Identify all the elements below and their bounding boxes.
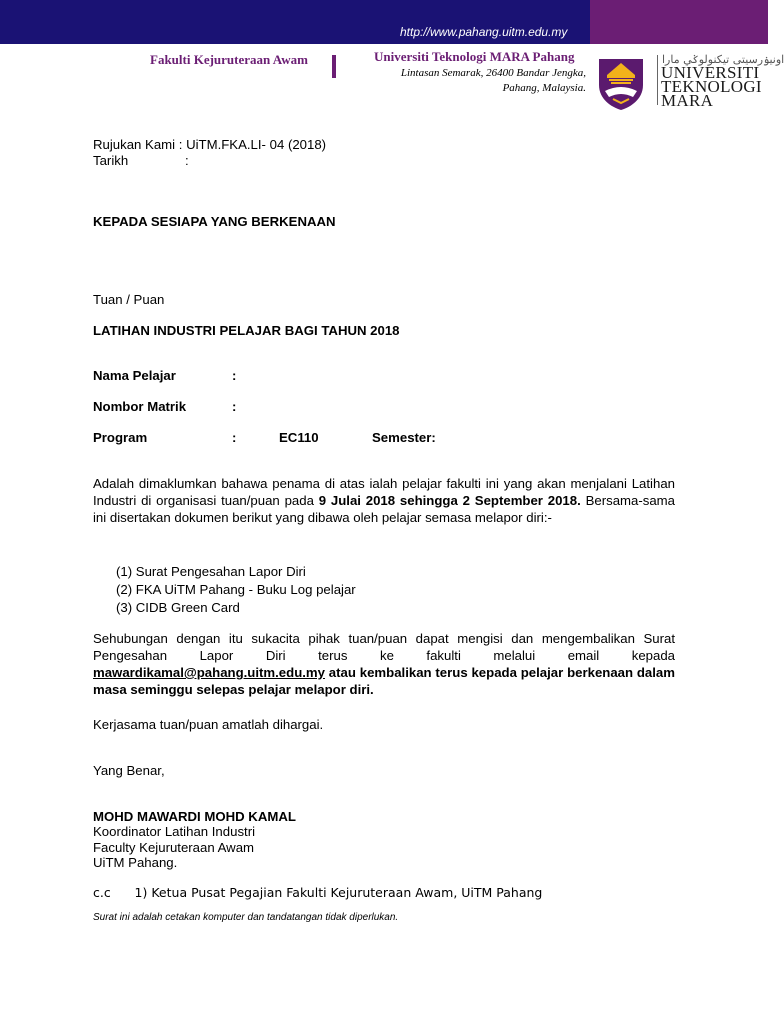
program-label: Program	[93, 430, 148, 445]
contact-email-link[interactable]: mawardikamal@pahang.uitm.edu.my	[93, 665, 325, 680]
logo-line-2: TEKNOLOGI	[661, 77, 762, 96]
paragraph-1	[93, 475, 675, 526]
paragraph-2-text: Sehubungan dengan itu sukacita pihak tuan/puan dapat mengisi dan mengembalikan Surat Pengesahan Lapor Diri terus ke fakulti melalui email kepada	[93, 631, 675, 663]
list-item: (3) CIDB Green Card	[116, 600, 240, 615]
cc-line: c.c 1) Ketua Pusat Pegajian Fakulti Kejuruteraan Awam, UiTM Pahang	[93, 885, 543, 900]
header-url[interactable]: http://www.pahang.uitm.edu.my	[400, 25, 568, 39]
faculty-name: Fakulti Kejuruteraan Awam	[150, 52, 308, 67]
date-line	[93, 152, 675, 169]
logo-divider	[657, 55, 658, 105]
date-label: Tarikh	[93, 153, 129, 168]
paragraph-2	[93, 630, 675, 698]
semester-label: Semester:	[372, 430, 436, 445]
document-list	[116, 563, 356, 617]
program-value: EC110	[279, 430, 319, 445]
logo-line-1: UNIVERSITI	[661, 63, 760, 82]
list-item: (1) Surat Pengesahan Lapor Diri	[116, 564, 306, 579]
addressee: KEPADA SESIAPA YANG BERKENAAN	[93, 214, 336, 229]
signer-title-1: Koordinator Latihan Industri	[93, 824, 256, 839]
signer-name: MOHD MAWARDI MOHD KAMAL	[93, 809, 296, 824]
university-address	[401, 66, 586, 96]
header-band-purple	[590, 0, 768, 44]
signer-title-2: Faculty Kejuruteraan Awam	[93, 840, 255, 855]
address-line-1: Lintasan Semarak, 26400 Bandar Jengka,	[400, 67, 586, 79]
uitm-crest-icon	[597, 55, 645, 111]
paragraph-2-instruction: atau kembalikan terus kepada pelajar berkenaan dalam masa seminggu selepas pelajar melapor diri.	[93, 665, 675, 697]
program-colon: :	[232, 430, 237, 445]
university-name: Universiti Teknologi MARA Pahang	[374, 49, 575, 64]
closing: Yang Benar,	[93, 763, 165, 778]
thanks-line: Kerjasama tuan/puan amatlah dihargai.	[93, 717, 324, 732]
paragraph-1-dates: 9 Julai 2018 sehingga 2 September 2018.	[318, 493, 581, 508]
signer-title-3: UiTM Pahang.	[93, 855, 178, 870]
address-line-2: Pahang, Malaysia.	[502, 82, 586, 94]
name-colon: :	[232, 368, 237, 383]
paragraph-1-text-a: Adalah dimaklumkan bahawa penama di atas ialah pelajar fakulti ini yang akan menjalani Latihan Industri di organisasi tuan/puan pada	[93, 476, 675, 508]
reference-line: Rujukan Kami : UiTM.FKA.LI- 04 (2018)	[93, 137, 327, 152]
matric-colon: :	[232, 399, 237, 414]
subject: LATIHAN INDUSTRI PELAJAR BAGI TAHUN 2018	[93, 323, 400, 338]
logo-wordmark	[661, 63, 762, 110]
matric-label: Nombor Matrik	[93, 399, 187, 414]
list-item: (2) FKA UiTM Pahang - Buku Log pelajar	[116, 582, 356, 597]
logo-line-3: MARA	[661, 91, 714, 110]
date-colon: :	[185, 153, 189, 168]
footnote: Surat ini adalah cetakan komputer dan tandatangan tidak diperlukan.	[93, 912, 399, 923]
salutation: Tuan / Puan	[93, 292, 165, 307]
paragraph-1-text-b: Bersama-sama ini disertakan dokumen berikut yang dibawa oleh pelajar semasa melapor diri:-	[93, 493, 675, 525]
header-divider	[332, 55, 336, 78]
logo-jawi-text: اونیۏرسیتی تيكنولوݢي مارا	[662, 53, 784, 66]
name-label: Nama Pelajar	[93, 368, 176, 383]
